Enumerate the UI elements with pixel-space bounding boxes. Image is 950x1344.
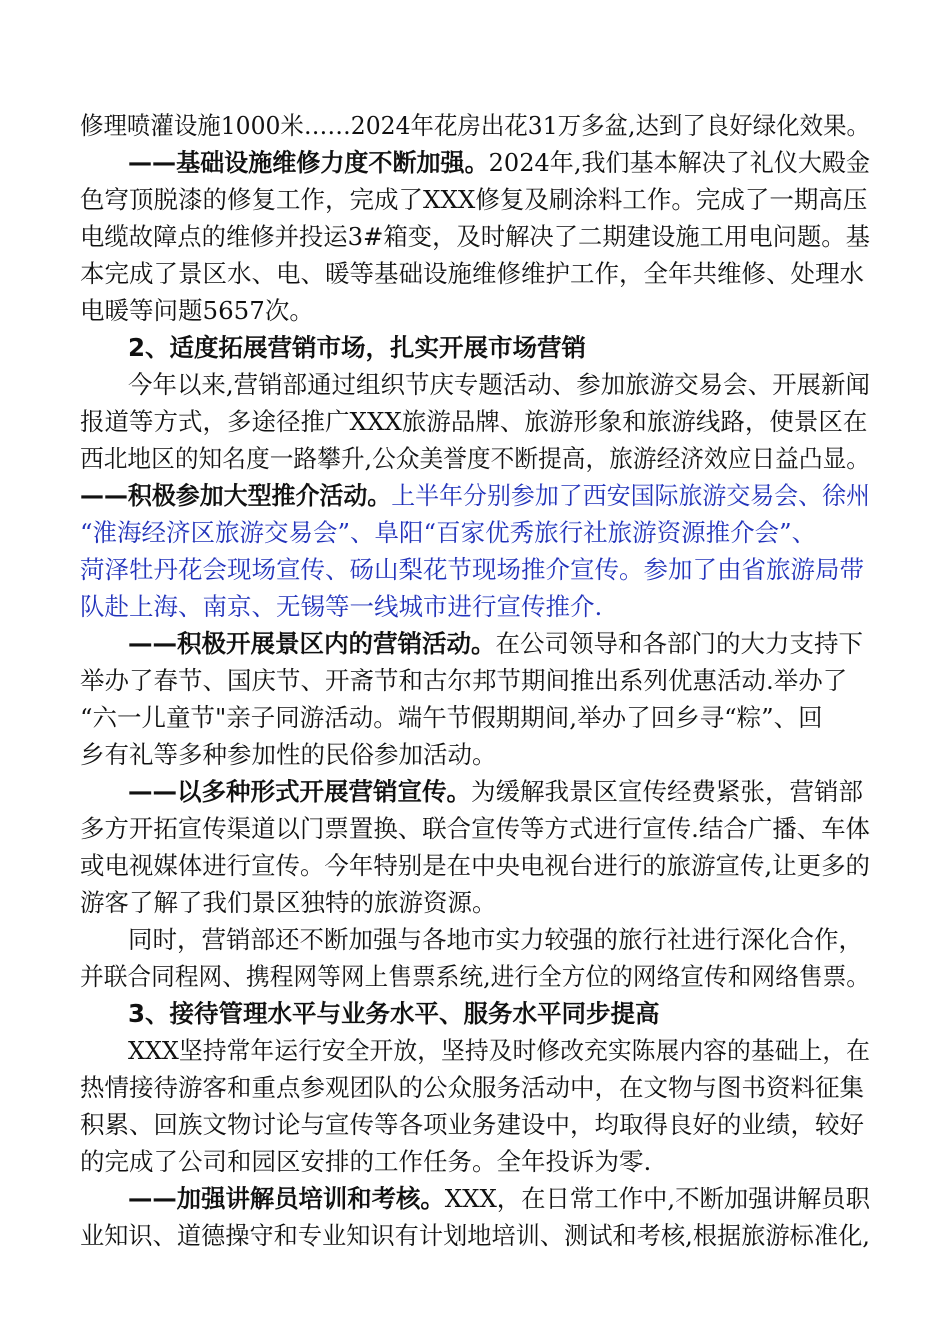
text-line xyxy=(0,1069,950,1107)
line-text: 多方开拓宣传渠道以门票置换、联合宣传等方式进行宣传.结合广播、车体 xyxy=(80,814,870,843)
section-lead: ——以多种形式开展营销宣传。 xyxy=(128,777,471,806)
heading-text: 3、接待管理水平与业务水平、服务水平同步提高 xyxy=(128,999,660,1028)
text-line xyxy=(0,218,950,256)
line-text: 热情接待游客和重点参观团队的公众服务活动中，在文物与图书资料征集 xyxy=(80,1073,864,1102)
heading-text: 2、适度拓展营销市场，扎实开展市场营销 xyxy=(128,333,587,362)
text-line xyxy=(0,366,950,404)
line-text: 为缓解我景区宣传经费紧张，营销部 xyxy=(471,777,863,806)
line-text: 菏泽牡丹花会现场宣传、砀山梨花节现场推介宣传。参加了由省旅游局带 xyxy=(80,555,864,584)
line-text: 乡有礼等多种参加性的民俗参加活动。 xyxy=(80,740,497,769)
text-line xyxy=(0,255,950,293)
line-text: “六一儿童节"亲子同游活动。端午节假期期间,举办了回乡寻“粽”、回 xyxy=(80,703,823,732)
text-line xyxy=(0,144,950,182)
line-text: 电缆故障点的维修并投运3#箱变，及时解决了二期建设施工用电问题。基 xyxy=(80,222,870,251)
section-heading xyxy=(0,329,950,367)
text-line xyxy=(0,181,950,219)
line-text: 举办了春节、国庆节、开斋节和古尔邦节期间推出系列优惠活动.举办了 xyxy=(80,666,848,695)
text-line xyxy=(0,551,950,589)
text-line xyxy=(0,1106,950,1144)
line-text: 积累、回族文物讨论与宣传等各项业务建设中，均取得良好的业绩，较好 xyxy=(80,1110,864,1139)
line-text: 同时，营销部还不断加强与各地市实力较强的旅行社进行深化合作， xyxy=(128,925,863,954)
text-line xyxy=(0,773,950,811)
line-text: XXX，在日常工作中,不断加强讲解员职 xyxy=(444,1184,871,1213)
line-text: 报道等方式，多途径推广XXX旅游品牌、旅游形象和旅游线路，使景区在 xyxy=(80,407,868,436)
section-lead: ——积极开展景区内的营销活动。 xyxy=(128,629,496,658)
text-line xyxy=(0,921,950,959)
line-text: “淮海经济区旅游交易会”、阜阳“百家优秀旅行社旅游资源推介会”、 xyxy=(80,518,817,547)
text-line xyxy=(0,1217,950,1255)
line-text: 西北地区的知名度一路攀升,公众美誉度不断提高，旅游经济效应日益凸显。 xyxy=(80,444,871,473)
line-text: 2024年,我们基本解决了礼仪大殿金 xyxy=(488,148,871,177)
section-lead: ——基础设施维修力度不断加强。 xyxy=(128,148,489,177)
line-text: 游客了解了我们景区独特的旅游资源。 xyxy=(80,888,497,917)
line-text: 业知识、道德操守和专业知识有计划地培训、测试和考核,根据旅游标准化, xyxy=(80,1221,870,1250)
line-text: 在公司领导和各部门的大力支持下 xyxy=(495,629,863,658)
text-line xyxy=(0,810,950,848)
section-lead: ——加强讲解员培训和考核。 xyxy=(128,1184,445,1213)
text-line xyxy=(0,699,950,737)
line-text: 或电视媒体进行宣传。今年特别是在中央电视台进行的旅游宣传,让更多的 xyxy=(80,851,870,880)
text-line xyxy=(0,884,950,922)
section-heading xyxy=(0,995,950,1033)
text-line xyxy=(0,847,950,885)
line-text: 上半年分别参加了西安国际旅游交易会、徐州 xyxy=(391,481,870,510)
text-line xyxy=(0,477,950,515)
text-line xyxy=(0,625,950,663)
text-line xyxy=(0,736,950,774)
line-text: 本完成了景区水、电、暖等基础设施维修维护工作，全年共维修、处理水 xyxy=(80,259,864,288)
text-line xyxy=(0,440,950,478)
line-text: 今年以来,营销部通过组织节庆专题活动、参加旅游交易会、开展新闻 xyxy=(128,370,870,399)
text-line xyxy=(0,1143,950,1181)
line-text: XXX坚持常年运行安全开放，坚持及时修改充实陈展内容的基础上，在 xyxy=(128,1036,871,1065)
line-text: 修理喷灌设施1000米……2024年花房出花31万多盆,达到了良好绿化效果。 xyxy=(80,111,871,140)
text-line xyxy=(0,403,950,441)
section-lead: ——积极参加大型推介活动。 xyxy=(80,481,392,510)
line-text: 并联合同程网、携程网等网上售票系统,进行全方位的网络宣传和网络售票。 xyxy=(80,962,871,991)
line-text: 的完成了公司和园区安排的工作任务。全年投诉为零. xyxy=(80,1147,652,1176)
line-text: 电暖等问题5657次。 xyxy=(80,296,314,325)
text-line xyxy=(0,1180,950,1218)
text-line xyxy=(0,1032,950,1070)
line-text: 队赴上海、南京、无锡等一线城市进行宣传推介. xyxy=(80,592,603,621)
text-line xyxy=(0,662,950,700)
line-text: 色穹顶脱漆的修复工作，完成了XXX修复及刷涂料工作。完成了一期高压 xyxy=(80,185,868,214)
text-line xyxy=(0,958,950,996)
text-line xyxy=(0,107,950,145)
text-line xyxy=(0,588,950,626)
text-line xyxy=(0,292,950,330)
text-line xyxy=(0,514,950,552)
